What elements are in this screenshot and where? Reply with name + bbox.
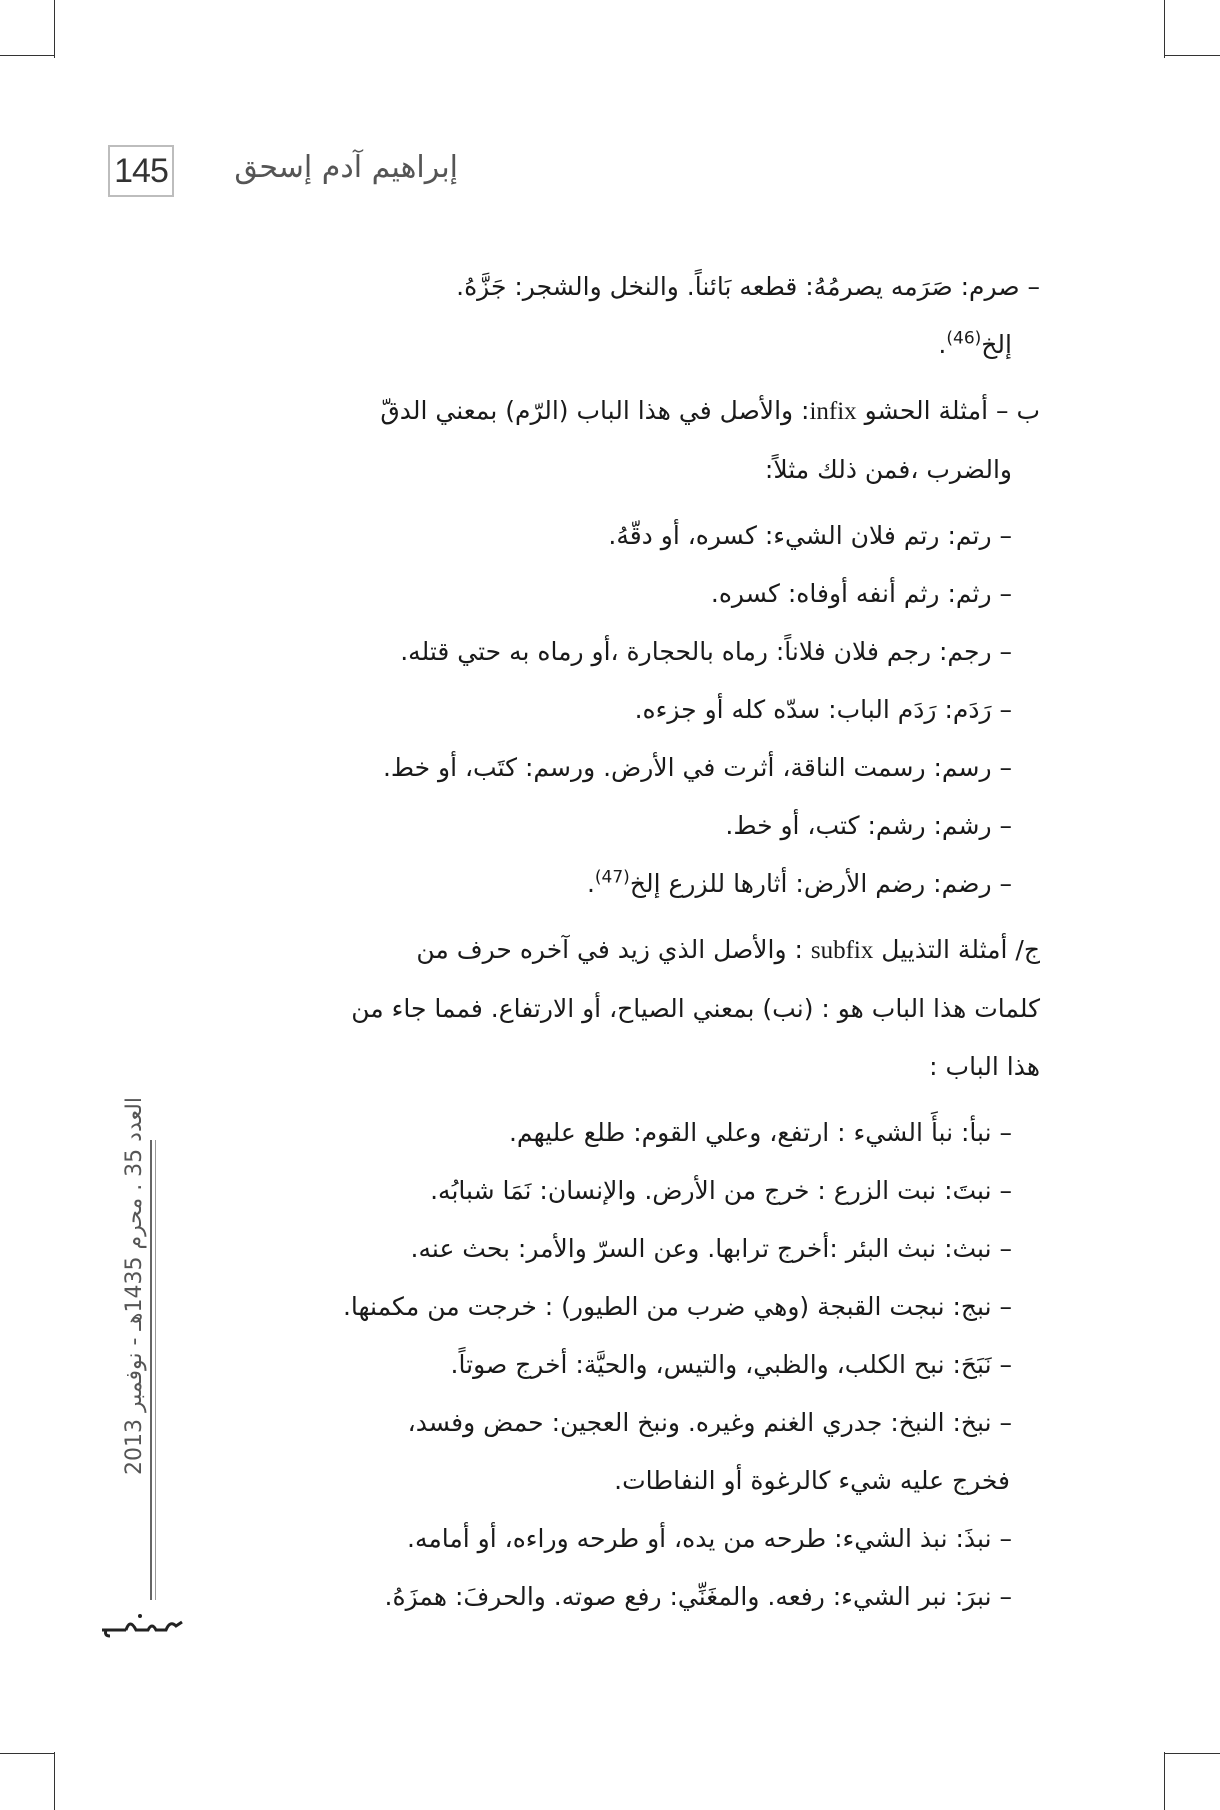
text-line: كلمات هذا الباب هو : (نب) بمعني الصياح، أو الارتفاع. فمما جاء من xyxy=(351,994,1040,1023)
side-rule xyxy=(150,1140,152,1600)
crop-mark xyxy=(1164,0,1165,58)
text-line: – صرم: صَرَمه يصرمُهُ: قطعه بَائناً. والنخل والشجر: جَزَّهُ. xyxy=(456,272,1040,301)
text-line: – رشم: رشم: كتب، أو خط. xyxy=(725,811,1012,840)
text-line: – رثم: رثم أنفه أوفاه: كسره. xyxy=(710,579,1012,608)
issue-info: العدد 35 . محرم 1435هـ - نوفمبر 2013 xyxy=(122,1097,147,1475)
latin-term: infix xyxy=(809,398,857,425)
text-line: – رجم: رجم فلان فلاناً: رماه بالحجارة ،أو رماه به حتي قتله. xyxy=(400,637,1012,666)
text-line: إلخ$^{(46)}$. xyxy=(938,328,1012,359)
text-line: والضرب ،فمن ذلك مثلاً: xyxy=(764,455,1012,484)
text-line: – نبتَ: نبت الزرع : خرج من الأرض. والإنسان: نَمَا شبابُه. xyxy=(430,1176,1012,1205)
crop-mark xyxy=(54,0,55,58)
text-line: – نبج: نبجت القبجة (وهي ضرب من الطيور) : خرجت من مكمنها. xyxy=(342,1292,1012,1321)
text-line: ج/ أمثلة التذييل subfix : والأصل الذي زيد في آخره حرف من xyxy=(416,935,1040,964)
text-line: ب – أمثلة الحشو infix: والأصل في هذا الباب (الرّم) بمعني الدقّ xyxy=(380,396,1040,425)
journal-logo xyxy=(96,1608,188,1638)
text-line: – نبث: نبث البئر :أخرج ترابها. وعن السرّ والأمر: بحث عنه. xyxy=(410,1234,1012,1263)
text-line: – نبذَ: نبذ الشيء: طرحه من يده، أو طرحه وراءه، أو أمامه. xyxy=(407,1524,1012,1553)
body-text xyxy=(200,258,1040,1626)
footnote-ref: (46) xyxy=(946,328,982,349)
text-line: – رسم: رسمت الناقة، أثرت في الأرض. ورسم: كتَب، أو خط. xyxy=(382,753,1012,782)
text-line: – نبخ: النبخ: جدري الغنم وغيره. ونبخ العجين: حمض وفسد، xyxy=(407,1408,1012,1437)
latin-term: subfix xyxy=(810,937,874,964)
text-line: – رتم: رتم فلان الشيء: كسره، أو دقّهُ. xyxy=(608,521,1012,550)
footnote-ref: (47) xyxy=(594,867,630,888)
text-line: – رضم: رضم الأرض: أثارها للزرع إلخ$^{(47)}$. xyxy=(586,867,1012,898)
text-line: فخرج عليه شيء كالرغوة أو النفاطات. xyxy=(614,1466,1010,1495)
crop-mark xyxy=(1164,1752,1165,1810)
text-line: – نبرَ: نبر الشيء: رفعه. والمغَنِّي: رفع صوته. والحرفَ: همزَهُ. xyxy=(384,1582,1012,1611)
crop-mark xyxy=(0,1753,54,1754)
text-line: – نَبَحَ: نبح الكلب، والظبي، والتيس، والحيَّة: أخرج صوتاً. xyxy=(450,1350,1012,1379)
crop-mark xyxy=(0,55,54,56)
crop-mark xyxy=(1164,1753,1220,1754)
crop-mark xyxy=(1164,55,1220,56)
page-number: 145 xyxy=(108,145,174,197)
running-head-author: إبراهيم آدم إسحق xyxy=(234,150,458,185)
text-line: – رَدَم: رَدَم الباب: سدّه كله أو جزءه. xyxy=(634,695,1012,724)
text-line: هذا الباب : xyxy=(929,1052,1040,1081)
text-line: – نبأ: نبأَ الشيء : ارتفع، وعلي القوم: طلع عليهم. xyxy=(508,1118,1012,1147)
crop-mark xyxy=(54,1752,55,1810)
side-rule xyxy=(155,1140,156,1600)
